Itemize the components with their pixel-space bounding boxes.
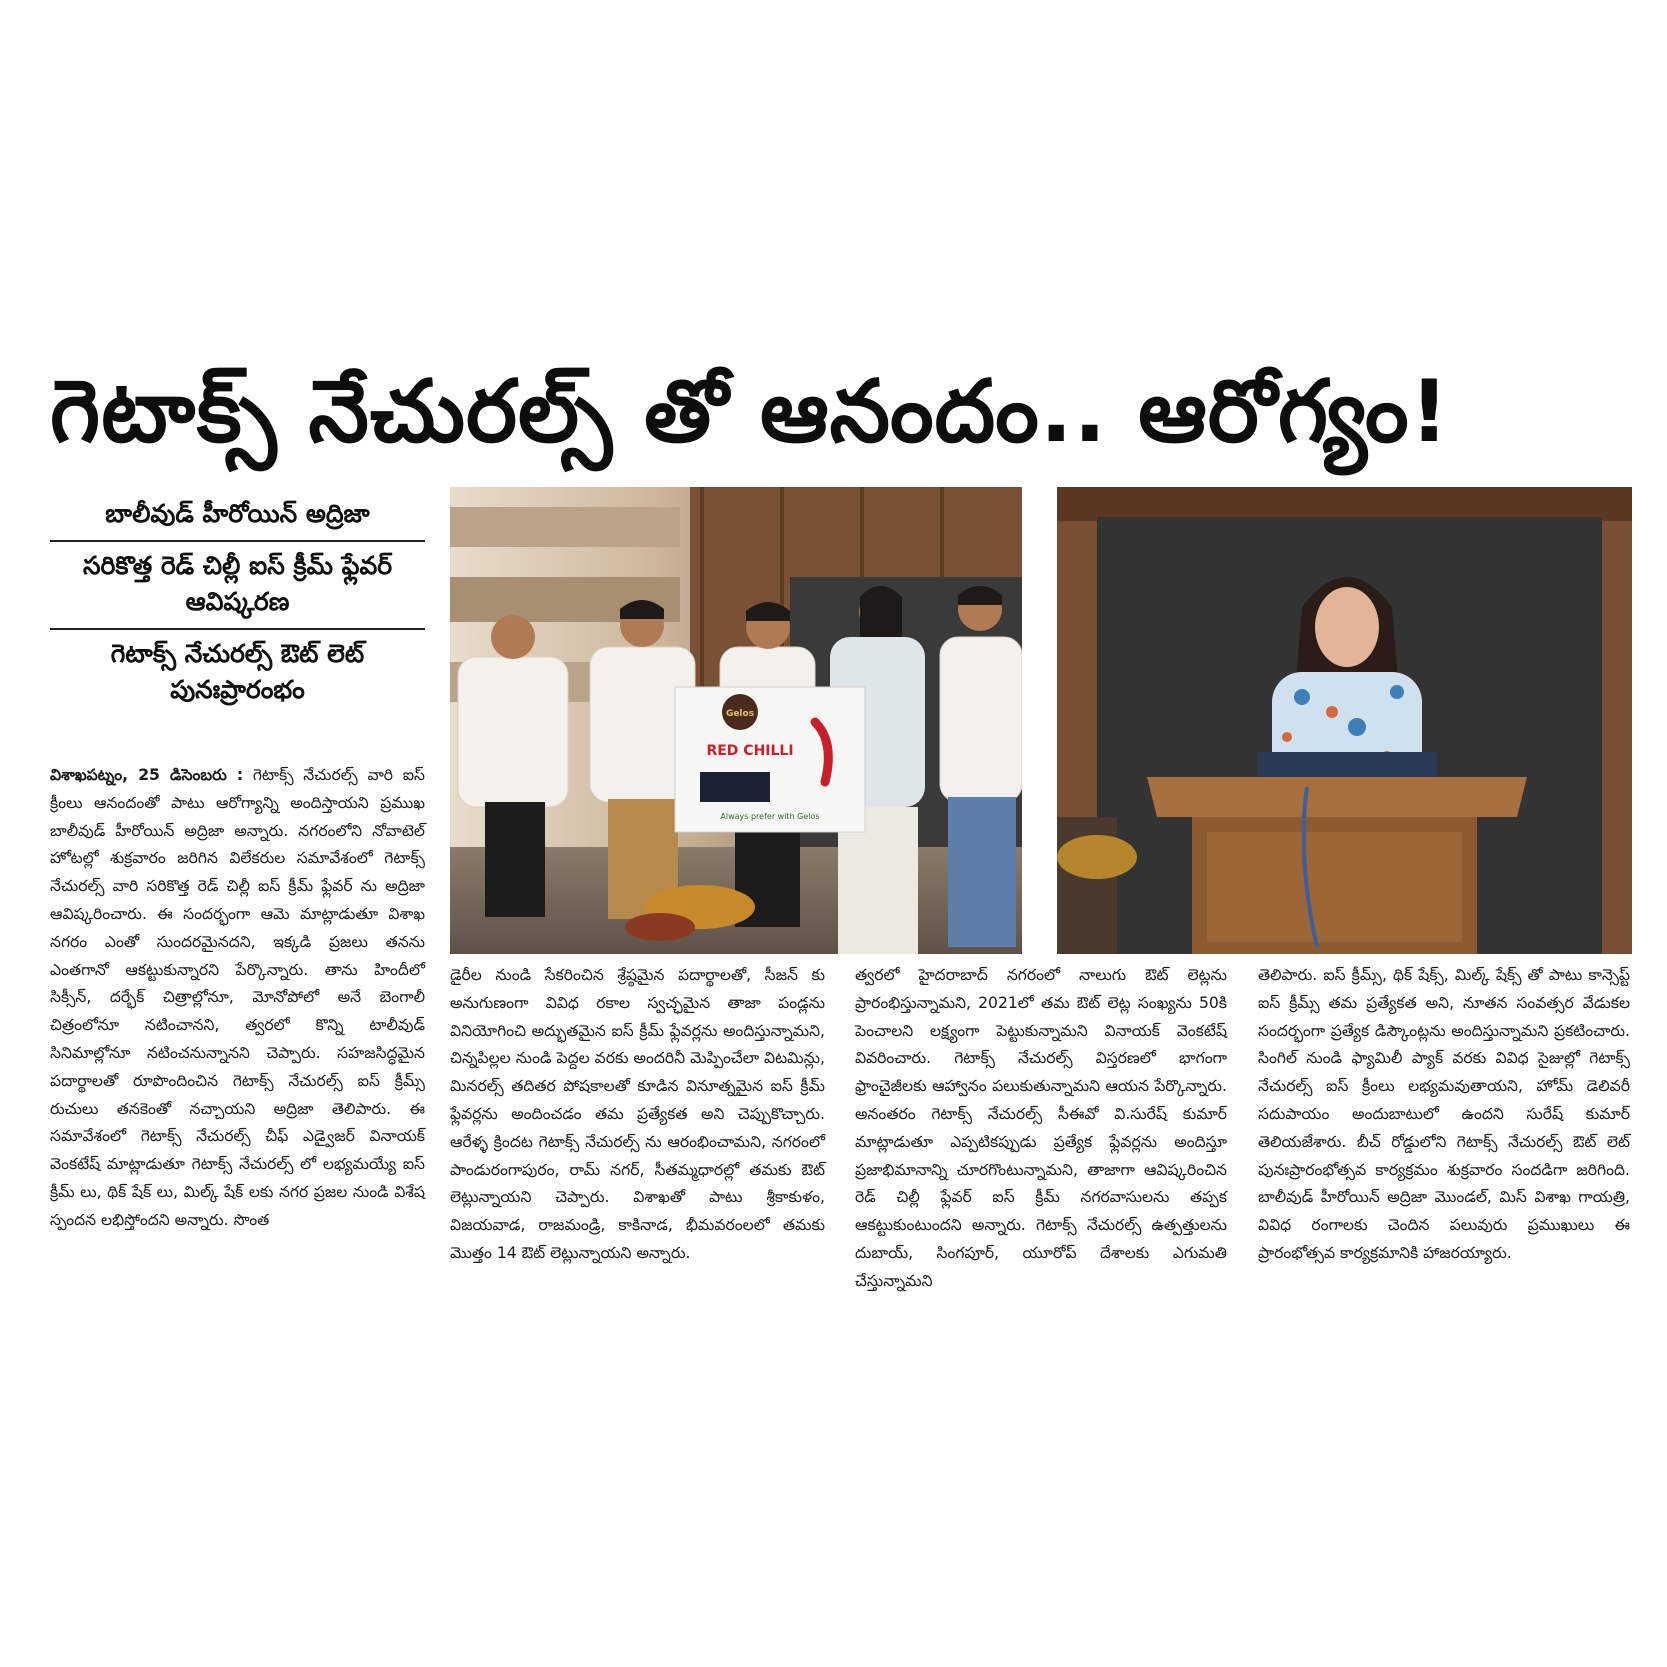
- photo-launch-event: [450, 487, 1022, 954]
- headline: గెటాక్స్ నేచురల్స్ తో ఆనందం.. ఆరోగ్యం!: [50, 362, 1450, 462]
- article-column-1-body: గెటాక్స్ నేచురల్స్ వారి ఐస్ క్రీంలు ఆనందంతో పాటు ఆరోగ్యాన్ని అందిస్తాయని ప్రముఖ బాలీవుడ్ హీరోయిన్ అద్రిజా అన్నారు. నగరంలోని నోవాటెల్ హోటల్లో శుక్రవారం జరిగిన విలేకరుల సమావేశంలో గెటాక్స్ నేచురల్స్ వారి సరికొత్త రెడ్ చిల్లీ ఐస్ క్రీమ్ ఫ్లేవర్ ను అద్రిజా ఆవిష్కరించారు. ఈ సందర్భంగా ఆమె మాట్లాడుతూ విశాఖ నగరం ఎంతో సుందరమైనదని, ఇక్కడి ప్రజలు తనను ఎంతగానో ఆకట్టుకున్నారని పేర్కొన్నారు. తాను హిందీలో సిక్సీన్, దర్భేక్ చిత్రాల్లోనూ, మోనోపోలో అనే బెంగాలీ చిత్రంలోనూ నటించానని, త్వరలో కొన్ని టాలీవుడ్ సినిమాల్లోనూ నటించనున్నానని చెప్పారు. సహజసిద్ధమైన పదార్థాలతో రూపొందించిన గెటాక్స్ నేచురల్స్ ఐస్ క్రీమ్స్ రుచులు తనకెంతో నచ్చాయని అద్రిజా తెలిపారు. ఈ సమావేశంలో గెటాక్స్ నేచురల్స్ చీఫ్ ఎడ్వైజర్ వినాయక్ వెంకటేష్ మాట్లాడుతూ గెటాక్స్ నేచురల్స్ లో లభ్యమయ్యే ఐస్ క్రీమ్ లు, థిక్ షేక్ లు, మిల్క్ షేక్ లకు నగర ప్రజల నుండి విశేష స్పందన లభిస్తోందని అన్నారు. సొంత: [50, 766, 425, 1229]
- photo-speaker-podium: [1057, 487, 1632, 954]
- article-column-2-text: డైరీల నుండి సేకరించిన శ్రేష్ఠమైన పదార్థాలతో, సీజన్ కు అనుగుణంగా వివిధ రకాల స్వచ్ఛమైన తాజా పండ్లను వినియోగించి అద్భుతమైన ఐస్ క్రీమ్ ఫ్లేవర్లను అందిస్తున్నామని, చిన్నపిల్లల నుండి పెద్దల వరకు అందరినీ మెప్పించేలా విటమిన్లు, మినరల్స్ తదితర పోషకాలతో కూడిన వినూత్నమైన ఐస్ క్రీమ్ ఫ్లేవర్లను అందించడం తమ ప్రత్యేకత అని చెప్పుకొచ్చారు. ఆరేళ్ళ క్రిందట గెటాక్స్ నేచురల్స్ ను ఆరంభించామని, నగరంలో పాండురంగాపురం, రామ్ నగర్, సీతమ్మధారల్లో తమకు ఔట్ లెట్లున్నాయని చెప్పారు. విశాఖతో పాటు శ్రీకాకుళం, విజయవాడ, రాజమండ్రి, కాకినాడ, భీమవరంలలో తమకు మొత్తం 14 ఔట్ లెట్లున్నాయని అన్నారు.: [450, 966, 825, 1262]
- subhead-3: గెటాక్స్ నేచురల్స్ ఔట్ లెట్ పునఃప్రారంభం: [110, 639, 365, 704]
- article-column-1-text: [50, 762, 425, 1235]
- article-dateline: విశాఖపట్నం, 25 డిసెంబరు :: [50, 766, 244, 784]
- banner-tag: Always prefer with Gelos: [720, 812, 820, 821]
- article-column-4: [1258, 962, 1630, 1342]
- photo-speaker-illustration: [1057, 487, 1632, 954]
- article-column-1: [50, 762, 425, 1342]
- subheads: [50, 490, 425, 716]
- subhead-2: సరికొత్త రెడ్ చిల్లీ ఐస్ క్రీమ్ ఫ్లేవర్ ఆవిష్కరణ: [50, 542, 425, 630]
- article-column-4-text: తెలిపారు. ఐస్ క్రీమ్స్, థిక్ షేక్స్, మిల్క్ షేక్స్ తో పాటు కాన్సెప్ట్ ఐస్ క్రీమ్స్ తమ ప్రత్యేకత అని, నూతన సంవత్సర వేడుకల సందర్భంగా ప్రత్యేక డిస్కౌంట్లను అందిస్తున్నామని ప్రకటించారు. సింగిల్ నుండి ఫ్యామిలీ ప్యాక్ వరకు వివిధ సైజుల్లో గెటాక్స్ నేచురల్స్ ఐస్ క్రీంలు లభ్యమవుతాయని, హోమ్ డెలివరీ సదుపాయం అందుబాటులో ఉందని సురేష్ కుమార్ తెలియజేశారు. బీచ్ రోడ్డులోని గెటాక్స్ నేచురల్స్ ఔట్ లెట్ పునఃప్రారంభోత్సవ కార్యక్రమం శుక్రవారం సందడిగా జరిగింది. బాలీవుడ్ హీరోయిన్ అద్రిజా మొండల్, మిస్ విశాఖ గాయత్రి, వివిధ రంగాలకు చెందిన పలువురు ప్రముఖులు ఈ ప్రారంభోత్సవ కార్యక్రమానికి హాజరయ్యారు.: [1258, 966, 1630, 1262]
- article-column-3-text: త్వరలో హైదరాబాద్ నగరంలో నాలుగు ఔట్ లెట్లను ప్రారంభిస్తున్నామని, 2021లో తమ ఔట్ లెట్ల సంఖ్యను 50కి పెంచాలని లక్ష్యంగా పెట్టుకున్నామని వినాయక్ వెంకటేష్ వివరించారు. గెటాక్స్ నేచురల్స్ విస్తరణలో భాగంగా ఫ్రాంచైజీలకు ఆహ్వానం పలుకుతున్నామని ఆయన పేర్కొన్నారు. అనంతరం గెటాక్స్ నేచురల్స్ సీఈవో వి.సురేష్ కుమార్ మాట్లాడుతూ ఎప్పటికప్పుడు ప్రత్యేక ఫ్లేవర్లను అందిస్తూ ప్రజాభిమానాన్ని చూరగొంటున్నామని, తాజాగా ఆవిష్కరించిన రెడ్ చిల్లీ ఫ్లేవర్ ఐస్ క్రీమ్ నగరవాసులను తప్పక ఆకట్టుకుంటుందని అన్నారు. గెటాక్స్ నేచురల్స్ ఉత్పత్తులను దుబాయ్, సింగపూర్, యూరోప్ దేశాలకు ఎగుమతి చేస్తున్నామని: [855, 966, 1227, 1290]
- article-column-2: [450, 962, 825, 1342]
- subhead-1: బాలీవుడ్ హీరోయిన్ అద్రిజా: [50, 490, 425, 542]
- photo-launch-event-illustration: [450, 487, 1022, 954]
- banner-line: RED CHILLI: [706, 743, 794, 759]
- banner-brand: Gelos: [725, 709, 755, 719]
- article-column-3: [855, 962, 1227, 1342]
